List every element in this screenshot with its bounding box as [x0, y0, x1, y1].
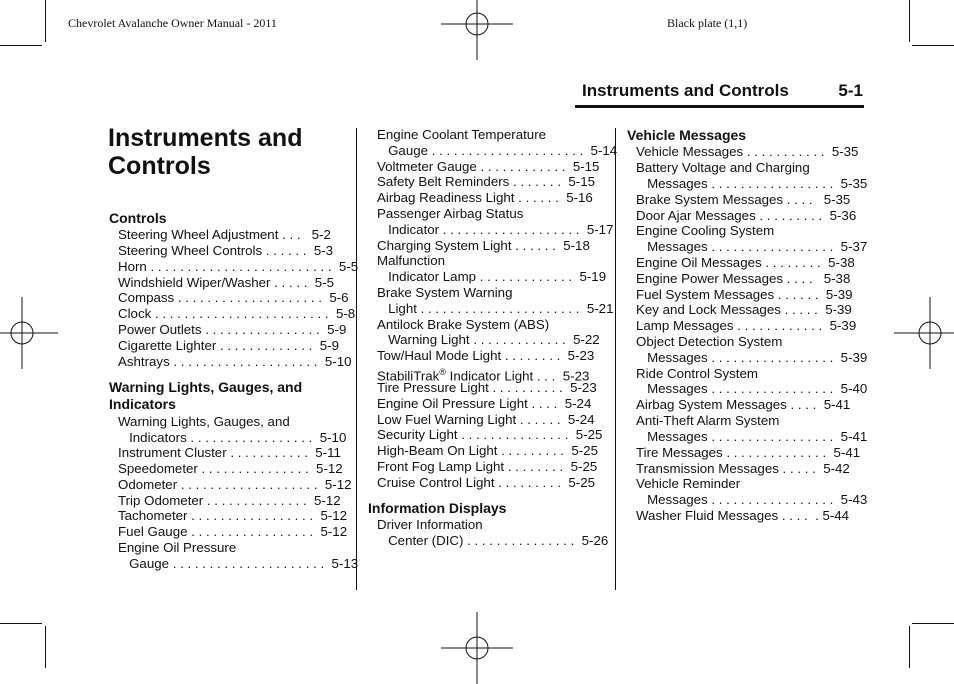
toc-entry[interactable]: Malfunction: [377, 253, 445, 268]
toc-entry[interactable]: Tire Messages . . . . . . . . . . . . . . 5-41: [636, 445, 861, 460]
toc-entry[interactable]: High-Beam On Light . . . . . . . . . 5-25: [377, 443, 598, 458]
toc-entry[interactable]: Engine Coolant Temperature: [377, 127, 547, 142]
crop-mark: [0, 623, 42, 624]
toc-entry[interactable]: Cigarette Lighter . . . . . . . . . . . . . 5-9: [118, 338, 339, 353]
toc-entry[interactable]: Light . . . . . . . . . . . . . . . . . . . . . . 5-21: [377, 301, 614, 316]
toc-entry[interactable]: Vehicle Reminder: [636, 476, 741, 491]
column-divider: [615, 128, 616, 590]
toc-entry[interactable]: Messages . . . . . . . . . . . . . . . . . 5-41: [636, 429, 868, 444]
toc-entry[interactable]: Trip Odometer . . . . . . . . . . . . . . 5-12: [118, 493, 341, 508]
toc-entry[interactable]: Power Outlets . . . . . . . . . . . . . . . . 5-9: [118, 322, 347, 337]
toc-entry[interactable]: Odometer . . . . . . . . . . . . . . . . . . . 5-12: [118, 477, 352, 492]
toc-entry[interactable]: Voltmeter Gauge . . . . . . . . . . . . 5-15: [377, 159, 600, 174]
toc-entry[interactable]: Indicator . . . . . . . . . . . . . . . . . . . 5-17: [377, 222, 614, 237]
toc-entry[interactable]: Object Detection System: [636, 334, 783, 349]
toc-entry[interactable]: Airbag Readiness Light . . . . . . 5-16: [377, 190, 593, 205]
toc-entry[interactable]: Center (DIC) . . . . . . . . . . . . . . . 5-26: [377, 533, 609, 548]
toc-entry[interactable]: Anti-Theft Alarm System: [636, 413, 780, 428]
toc-entry[interactable]: Tire Pressure Light . . . . . . . . . . 5-23: [377, 380, 597, 395]
toc-entry[interactable]: Instrument Cluster . . . . . . . . . . . 5-11: [118, 445, 341, 460]
registration-mark-icon: [0, 297, 58, 369]
plate-label-right: Black plate (1,1): [667, 16, 748, 30]
toc-entry[interactable]: Messages . . . . . . . . . . . . . . . . . 5-40: [636, 381, 868, 396]
toc-entry[interactable]: Charging System Light . . . . . . 5-18: [377, 238, 590, 253]
toc-entry[interactable]: Airbag System Messages . . . . 5-41: [636, 397, 851, 412]
toc-entry[interactable]: Key and Lock Messages . . . . . 5-39: [636, 302, 852, 317]
toc-entry[interactable]: Engine Oil Pressure Light . . . . 5-24: [377, 396, 592, 411]
toc-entry[interactable]: Ashtrays . . . . . . . . . . . . . . . . . . . . 5-10: [118, 354, 352, 369]
crop-mark: [912, 623, 954, 624]
toc-entry[interactable]: Front Fog Lamp Light . . . . . . . . 5-25: [377, 459, 598, 474]
toc-entry[interactable]: Brake System Messages . . . . 5-35: [636, 192, 851, 207]
toc-entry[interactable]: Ride Control System: [636, 366, 758, 381]
section-heading-information-displays: Information Displays: [368, 500, 507, 516]
crop-mark: [909, 626, 910, 668]
crop-mark: [912, 45, 954, 46]
toc-entry[interactable]: Washer Fluid Messages . . . . . 5-44: [636, 508, 850, 523]
toc-entry[interactable]: Door Ajar Messages . . . . . . . . . 5-36: [636, 208, 857, 223]
toc-entry[interactable]: Antilock Brake System (ABS): [377, 317, 550, 332]
registration-mark-icon: [441, 0, 513, 60]
toc-entry[interactable]: Fuel System Messages . . . . . . 5-39: [636, 287, 853, 302]
crop-mark: [0, 45, 42, 46]
toc-entry[interactable]: Horn . . . . . . . . . . . . . . . . . . . . . . . . . 5-5: [118, 259, 359, 274]
section-heading-warning-lights-cont: Indicators: [109, 396, 176, 412]
registration-mark-icon: [441, 612, 513, 684]
toc-entry[interactable]: Engine Oil Messages . . . . . . . . 5-38: [636, 255, 855, 270]
toc-entry[interactable]: Brake System Warning: [377, 285, 513, 300]
toc-entry-text: StabiliTrak: [377, 368, 440, 384]
toc-entry[interactable]: Tachometer . . . . . . . . . . . . . . . . . 5-12: [118, 508, 348, 523]
toc-entry[interactable]: Gauge . . . . . . . . . . . . . . . . . . . . . 5-13: [118, 556, 359, 571]
section-heading-vehicle-messages: Vehicle Messages: [627, 127, 747, 143]
toc-entry[interactable]: Compass . . . . . . . . . . . . . . . . . . . . 5-6: [118, 290, 349, 305]
toc-entry[interactable]: Safety Belt Reminders . . . . . . . 5-15: [377, 174, 596, 189]
chapter-title-line: Controls: [108, 152, 211, 180]
toc-entry[interactable]: Messages . . . . . . . . . . . . . . . . . 5-35: [636, 176, 868, 191]
toc-entry[interactable]: Indicator Lamp . . . . . . . . . . . . . 5-19: [377, 269, 607, 284]
toc-entry[interactable]: Gauge . . . . . . . . . . . . . . . . . . . . . 5-14: [377, 143, 618, 158]
column-divider: [356, 128, 357, 590]
section-heading-controls: Controls: [109, 210, 167, 226]
toc-entry[interactable]: Passenger Airbag Status: [377, 206, 524, 221]
toc-entry[interactable]: Warning Light . . . . . . . . . . . . . 5-22: [377, 332, 600, 347]
toc-entry[interactable]: Warning Lights, Gauges, and: [118, 414, 290, 429]
toc-entry[interactable]: Engine Cooling System: [636, 223, 775, 238]
plate-label-left: Chevrolet Avalanche Owner Manual - 2011: [68, 16, 277, 30]
header-rule: [575, 105, 864, 108]
header-title: Instruments and Controls: [582, 81, 789, 100]
page-number: 5-1: [838, 81, 863, 100]
toc-entry[interactable]: Tow/Haul Mode Light . . . . . . . . 5-23: [377, 348, 595, 363]
running-header: [580, 81, 863, 101]
toc-entry[interactable]: Steering Wheel Adjustment . . . 5-2: [118, 227, 331, 242]
toc-entry-text: Indicator Light . . . 5-23: [445, 368, 590, 384]
chapter-title: [108, 124, 302, 180]
chapter-title-line: Instruments and: [108, 124, 303, 152]
toc-entry[interactable]: Messages . . . . . . . . . . . . . . . . . 5-39: [636, 350, 868, 365]
toc-entry[interactable]: Low Fuel Warning Light . . . . . . 5-24: [377, 412, 595, 427]
toc-entry[interactable]: Security Light . . . . . . . . . . . . . . . 5-25: [377, 427, 603, 442]
toc-entry[interactable]: Fuel Gauge . . . . . . . . . . . . . . . . . 5-12: [118, 524, 348, 539]
toc-entry[interactable]: Engine Oil Pressure: [118, 540, 237, 555]
crop-mark: [45, 626, 46, 668]
toc-entry[interactable]: Cruise Control Light . . . . . . . . . 5-25: [377, 475, 596, 490]
toc-entry[interactable]: Clock . . . . . . . . . . . . . . . . . . . . . . . . 5-8: [118, 306, 356, 321]
toc-entry[interactable]: Messages . . . . . . . . . . . . . . . . . 5-37: [636, 239, 868, 254]
registration-mark-icon: [894, 297, 954, 369]
toc-entry[interactable]: Vehicle Messages . . . . . . . . . . . 5-35: [636, 144, 859, 159]
toc-entry[interactable]: Engine Power Messages . . . . 5-38: [636, 271, 851, 286]
toc-entry[interactable]: Driver Information: [377, 517, 483, 532]
toc-entry[interactable]: Battery Voltage and Charging: [636, 160, 810, 175]
section-heading-warning-lights: Warning Lights, Gauges, and: [109, 379, 303, 395]
toc-entry[interactable]: Speedometer . . . . . . . . . . . . . . . 5-12: [118, 461, 343, 476]
toc-entry[interactable]: Steering Wheel Controls . . . . . . 5-3: [118, 243, 334, 258]
crop-mark: [45, 0, 46, 42]
crop-mark: [909, 0, 910, 42]
toc-entry[interactable]: Windshield Wiper/Washer . . . . . 5-5: [118, 275, 335, 290]
toc-entry[interactable]: Indicators . . . . . . . . . . . . . . . . . 5-10: [118, 430, 347, 445]
registered-mark: ®: [439, 367, 446, 377]
toc-entry[interactable]: Lamp Messages . . . . . . . . . . . . 5-39: [636, 318, 857, 333]
toc-entry[interactable]: Messages . . . . . . . . . . . . . . . . . 5-43: [636, 492, 868, 507]
toc-entry[interactable]: Transmission Messages . . . . . 5-42: [636, 461, 850, 476]
